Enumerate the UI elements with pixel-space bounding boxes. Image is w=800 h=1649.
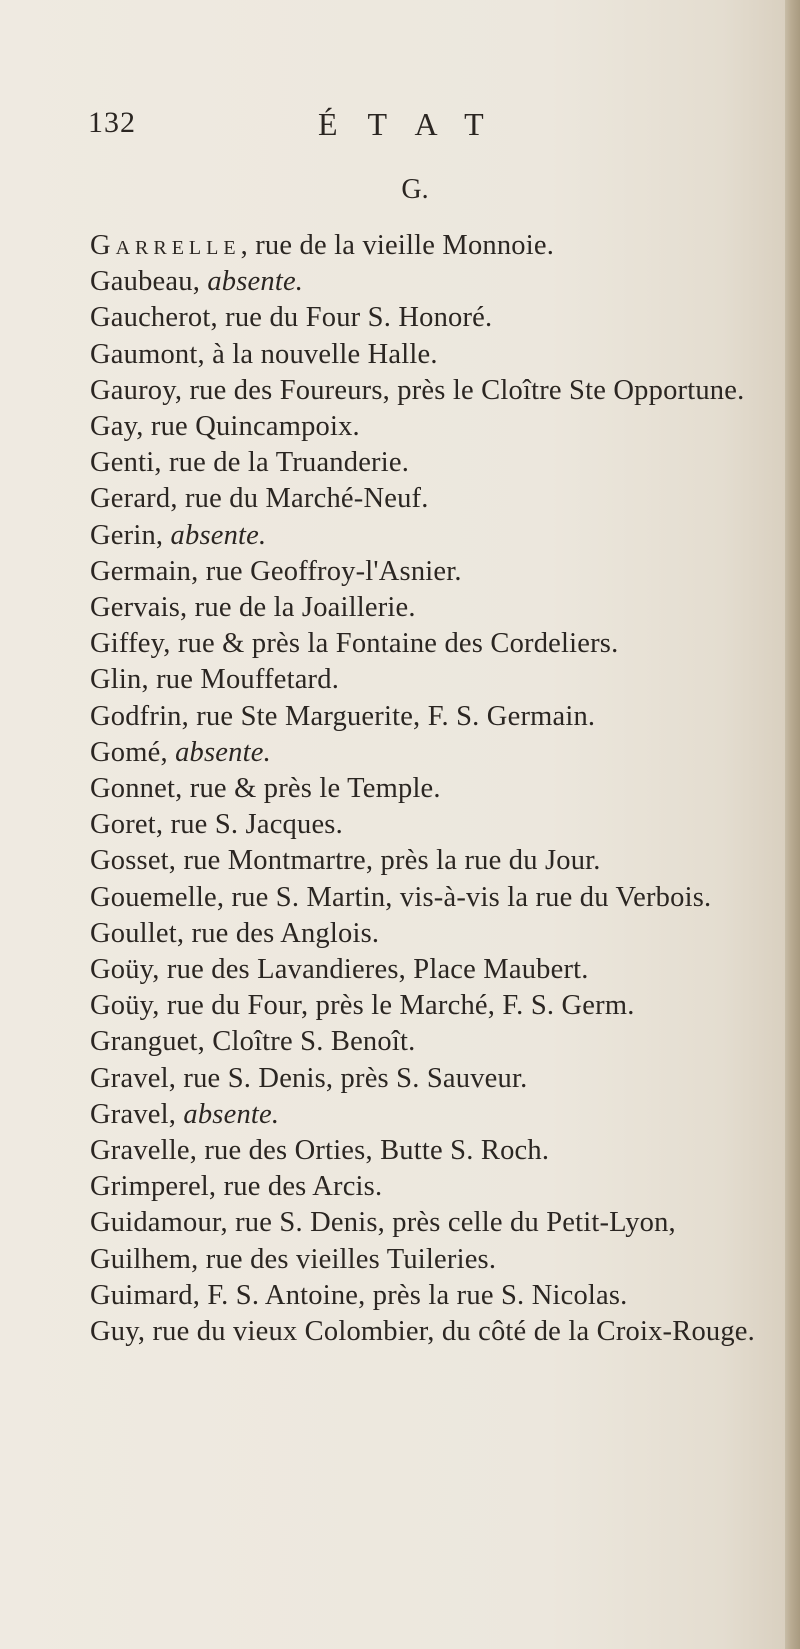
entry-address: , Cloître S. Benoît.: [197, 1026, 416, 1058]
list-item: [90, 662, 770, 698]
list-item: [90, 1278, 770, 1314]
list-item: [90, 1242, 770, 1278]
list-item: [90, 1169, 770, 1205]
entry-name: Gomé: [90, 736, 161, 768]
entry-separator: ,: [192, 266, 208, 298]
list-item: [90, 843, 770, 879]
entry-address: , rue des Foureurs, près le Cloître Ste Opportune.: [174, 374, 745, 406]
entry-address: , rue & près la Fontaine des Cordeliers.: [163, 628, 619, 660]
entry-name: Gosset: [90, 845, 169, 877]
entry-name: Gouemelle: [90, 881, 217, 913]
entry-separator: ,: [155, 519, 171, 551]
entry-address: , rue des Lavandieres, Place Maubert.: [152, 954, 589, 986]
entry-address: , rue du Marché-Neuf.: [170, 483, 429, 515]
entry-name: Gonnet: [90, 773, 176, 805]
entry-address: , rue S. Jacques.: [155, 809, 343, 841]
entry-name: Gauroy: [90, 374, 175, 406]
entry-name: Garrelle: [90, 230, 241, 261]
entry-name: Gerin: [90, 519, 156, 551]
list-item: [90, 1205, 770, 1241]
entry-address: , rue des Arcis.: [208, 1171, 383, 1203]
entry-absent: absente.: [170, 519, 267, 551]
entry-name: Giffey: [90, 628, 164, 660]
list-item: [90, 699, 770, 735]
page-edge: [785, 0, 800, 1649]
entry-address: , rue Quincampoix.: [136, 411, 360, 443]
list-item: [90, 916, 770, 952]
entry-address: , rue des Orties, Butte S. Roch.: [189, 1135, 550, 1167]
list-item: [90, 952, 770, 988]
section-heading: [0, 174, 800, 206]
entry-address: , rue & près le Temple.: [175, 773, 441, 805]
list-item: [90, 228, 770, 264]
entry-address: , rue du vieux Colombier, du côté de la Croix-Rouge.: [137, 1316, 755, 1348]
entry-address: , à la nouvelle Halle.: [197, 338, 438, 370]
entry-address: , rue de la Joaillerie.: [180, 592, 416, 624]
list-item: [90, 880, 770, 916]
entry-name: Germain: [90, 555, 192, 587]
entry-name: Genti: [90, 447, 155, 479]
list-item: [90, 445, 770, 481]
entry-address: , F. S. Antoine, près la rue S. Nicolas.: [192, 1279, 628, 1311]
list-item: [90, 626, 770, 662]
entry-name: Godfrin: [90, 700, 182, 732]
section-letter: G.: [401, 174, 429, 205]
entry-address: , rue des Anglois.: [176, 917, 380, 949]
list-item: [90, 1097, 770, 1133]
list-item: [90, 1133, 770, 1169]
entry-separator: ,: [168, 1098, 184, 1130]
list-item: [90, 481, 770, 517]
entry-absent: absente.: [183, 1098, 280, 1130]
entry-name: Gervais: [90, 592, 181, 624]
entry-name: Gravel: [90, 1098, 169, 1130]
list-item: [90, 300, 770, 336]
entry-separator: ,: [160, 736, 176, 768]
entry-address: , rue du Four S. Honoré.: [210, 302, 493, 334]
list-item: [90, 554, 770, 590]
entry-address: , rue de la Truanderie.: [154, 447, 410, 479]
list-item: [90, 988, 770, 1024]
entry-list: [90, 228, 770, 1350]
entry-address: , rue S. Denis, près celle du Petit-Lyon,: [220, 1207, 676, 1239]
entry-name: Goüy: [90, 990, 153, 1022]
entry-name: Gerard: [90, 483, 171, 515]
entry-name: Gaumont: [90, 338, 198, 370]
entry-name: Guilhem: [90, 1243, 192, 1275]
list-item: [90, 771, 770, 807]
entry-name: Guidamour: [90, 1207, 221, 1239]
entry-name: Guy: [90, 1316, 138, 1348]
entry-name: Gravel: [90, 1062, 169, 1094]
entry-name: Glin: [90, 664, 142, 696]
entry-address: , rue du Four, près le Marché, F. S. Germ.: [152, 990, 635, 1022]
entry-name: Goret: [90, 809, 156, 841]
list-item: [90, 518, 770, 554]
entry-name: Granguet: [90, 1026, 198, 1058]
entry-name: Gay: [90, 411, 137, 443]
page-header: [88, 106, 728, 154]
entry-address: , rue Ste Marguerite, F. S. Germain.: [181, 700, 596, 732]
entry-name: Gravelle: [90, 1135, 190, 1167]
list-item: [90, 373, 770, 409]
list-item: [90, 1024, 770, 1060]
entry-address: , rue Montmartre, près la rue du Jour.: [168, 845, 601, 877]
list-item: [90, 337, 770, 373]
list-item: [90, 1061, 770, 1097]
entry-address: , rue Geoffroy-l'Asnier.: [191, 555, 462, 587]
running-title: ÉTAT: [318, 106, 514, 142]
entry-address: , rue S. Martin, vis-à-vis la rue du Verbois.: [216, 881, 712, 913]
entry-address: , rue de la vieille Monnoie.: [240, 230, 555, 261]
entry-name: Goüy: [90, 954, 153, 986]
list-item: [90, 735, 770, 771]
entry-absent: absente.: [175, 736, 271, 768]
list-item: [90, 1314, 770, 1350]
list-item: [90, 590, 770, 626]
entry-name: Gaucherot: [90, 302, 211, 334]
list-item: [90, 807, 770, 843]
entry-name: Goullet: [90, 917, 177, 949]
list-item: [90, 264, 770, 300]
entry-address: , rue des vieilles Tuileries.: [191, 1243, 497, 1275]
entry-absent: absente.: [207, 266, 304, 298]
entry-name: Gaubeau: [90, 266, 193, 298]
entry-address: , rue S. Denis, près S. Sauveur.: [168, 1062, 528, 1094]
entry-name: Grimperel: [90, 1171, 209, 1203]
entry-name: Guimard: [90, 1279, 193, 1311]
entry-address: , rue Mouffetard.: [141, 664, 340, 696]
list-item: [90, 409, 770, 445]
page-number: 132: [88, 106, 136, 139]
